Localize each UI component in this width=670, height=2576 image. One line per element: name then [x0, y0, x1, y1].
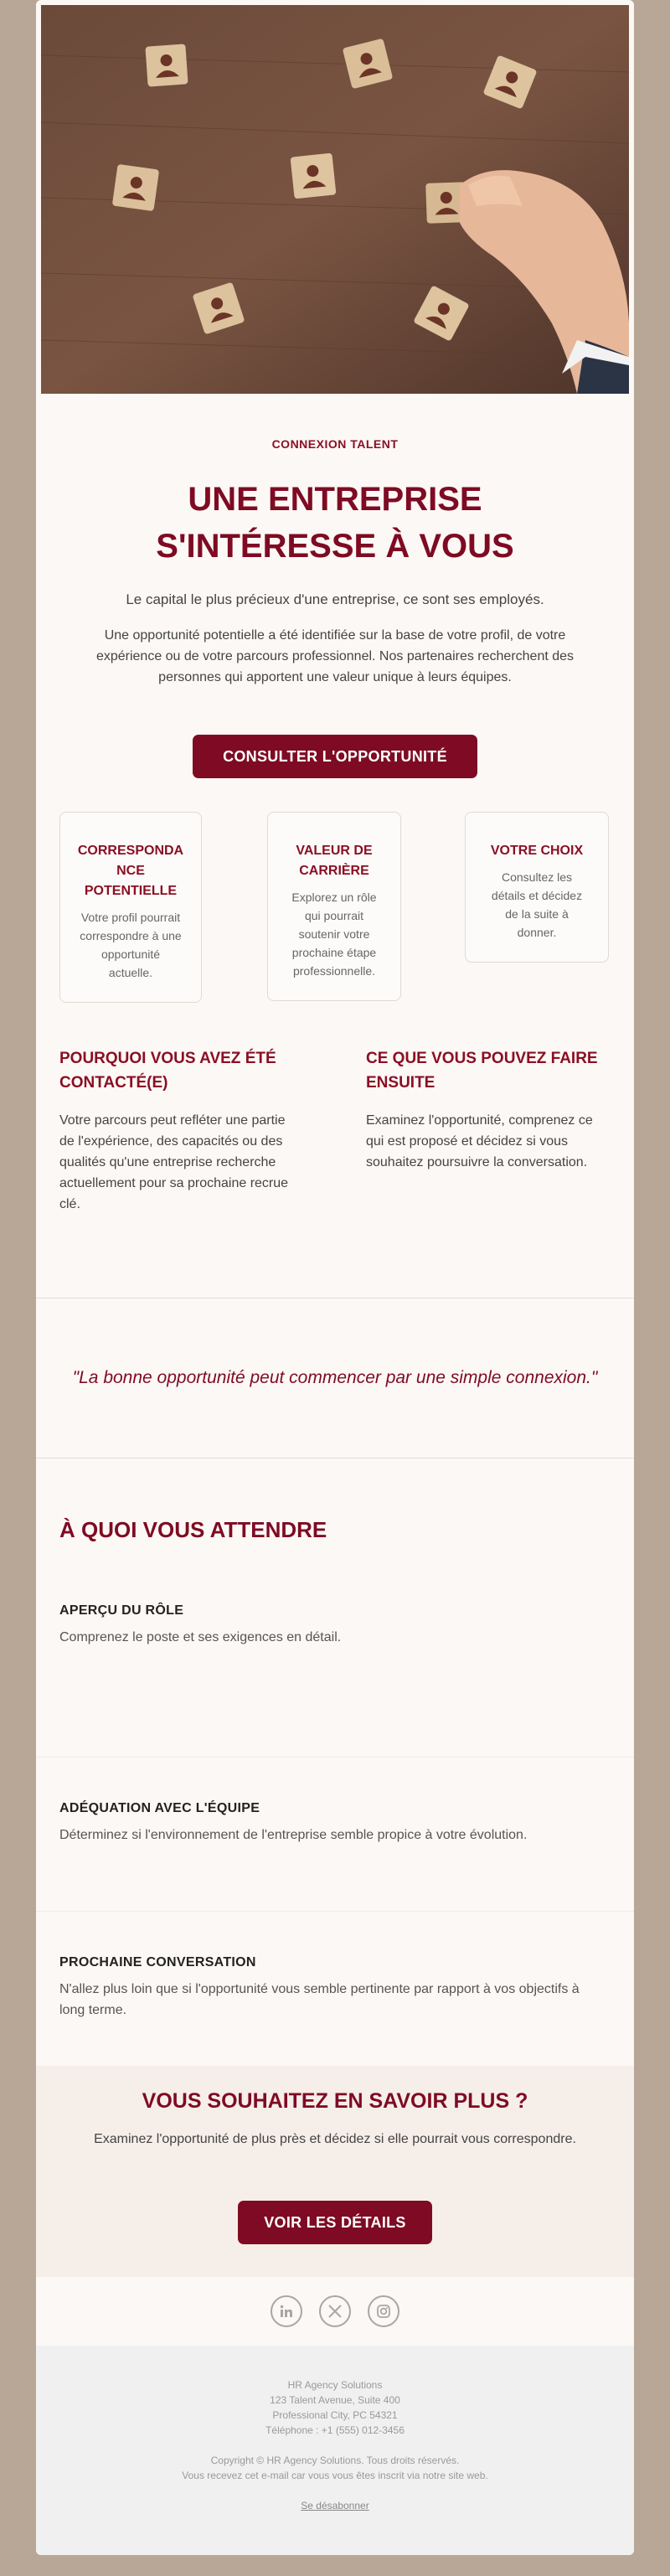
list-item [36, 1758, 634, 1912]
view-opportunity-button[interactable]: CONSULTER L'OPPORTUNITÉ [193, 735, 477, 778]
footer [36, 2346, 634, 2555]
column-text [59, 1110, 311, 1215]
card-text-line: prochaine étape [291, 946, 377, 959]
quote-text: "La bonne opportunité peut commencer par une simple connexion." [72, 1368, 598, 1387]
column-text-line: Examinez l'opportunité, comprenez ce [366, 1113, 593, 1128]
column-title [366, 1046, 611, 1095]
footer-phone: Téléphone : +1 (555) 012-3456 [265, 2424, 405, 2436]
item-title: APERÇU DU RÔLE [59, 1603, 184, 1618]
intro-text: Une opportunité potentielle a été identifiée sur la base de votre profil, de votre expérience ou de votre parcours professionnel. Nos partenaires recherchent des personnes qui apportent une valeur unique à leurs équipes. [95, 628, 575, 684]
card-title-line: VALEUR DE [296, 844, 373, 858]
item-text: Comprenez le poste et ses exigences en détail. [59, 1630, 342, 1644]
column-text-line: qui est proposé et décidez si vous [366, 1134, 569, 1149]
card-text-line: actuelle. [108, 966, 153, 979]
column-text [366, 1110, 611, 1173]
two-column-section [36, 1046, 634, 1298]
expect-list [36, 1603, 634, 2066]
card-text [278, 888, 390, 980]
item-text-line: N'allez plus loin que si l'opportunité vous semble pertinente par rapport à vos objectifs à [59, 1982, 580, 1996]
unsubscribe-link[interactable]: Se désabonner [301, 2500, 369, 2511]
item-title: ADÉQUATION AVEC L'ÉQUIPE [59, 1801, 260, 1815]
card-title-line: CARRIÈRE [299, 864, 369, 878]
card-text-line: de la suite à [505, 907, 569, 921]
footer-copyright: Copyright © HR Agency Solutions. Tous droits réservés. [210, 2455, 460, 2466]
item-text [59, 1979, 611, 2021]
eyebrow-label: CONNEXION TALENT [271, 437, 399, 451]
hero-photo [41, 5, 629, 394]
x-icon[interactable] [319, 2295, 351, 2327]
instagram-icon[interactable] [368, 2295, 399, 2327]
card-text-line: opportunité [100, 947, 161, 961]
list-item [36, 1912, 634, 2066]
card-text [70, 908, 191, 982]
card-text-line: correspondre à une [80, 929, 182, 942]
card-text-line: Votre profil pourrait [80, 911, 181, 924]
list-item [36, 1603, 634, 1758]
column-text-line: actuellement pour sa prochaine recrue [59, 1176, 289, 1190]
card-text-line: professionnelle. [292, 964, 376, 978]
footer-company: HR Agency Solutions [287, 2379, 383, 2391]
card-your-choice [465, 812, 609, 963]
column-text-line: Votre parcours peut refléter une partie [59, 1113, 286, 1128]
card-text [476, 868, 598, 942]
column-title-line: CONTACTÉ(E) [59, 1074, 168, 1092]
cta-text: Examinez l'opportunité de plus près et décidez si elle pourrait vous correspondre. [94, 2132, 576, 2146]
item-text: Déterminez si l'environnement de l'entreprise semble propice à votre évolution. [59, 1828, 528, 1842]
column-title-line: CE QUE VOUS POUVEZ FAIRE [366, 1050, 598, 1067]
card-career-value [267, 812, 401, 1001]
card-title: VOTRE CHOIX [490, 844, 584, 858]
item-title: PROCHAINE CONVERSATION [59, 1955, 256, 1969]
column-text-line: de l'expérience, des capacités ou des [59, 1134, 283, 1149]
card-potential-match [59, 812, 202, 1003]
quote-section [36, 1298, 634, 1458]
social-links [36, 2277, 634, 2346]
expect-title: À QUOI VOUS ATTENDRE [59, 1517, 327, 1542]
headline: UNE ENTREPRISE S'INTÉRESSE À VOUS [156, 481, 514, 565]
footer-reason: Vous recevez cet e-mail car vous vous êtes inscrit via notre site web. [182, 2470, 488, 2481]
card-text-line: Consultez les [501, 870, 573, 884]
column-title-line: ENSUITE [366, 1074, 436, 1092]
card-title [70, 841, 191, 901]
card-text-line: qui pourrait [304, 909, 364, 922]
card-title-line: CORRESPONDA [77, 844, 184, 858]
card-title-line: NCE [116, 864, 145, 878]
cta-band [36, 2066, 634, 2277]
hero-image [36, 0, 634, 394]
card-text-line: soutenir votre [298, 927, 370, 941]
column-text-line: qualités qu'une entreprise recherche [59, 1155, 276, 1169]
cta-title: VOUS SOUHAITEZ EN SAVOIR PLUS ? [142, 2089, 528, 2113]
column-title-line: POURQUOI VOUS AVEZ ÉTÉ [59, 1050, 276, 1067]
linkedin-icon[interactable] [271, 2295, 302, 2327]
column-text-line: souhaitez poursuivre la conversation. [366, 1155, 588, 1169]
why-contacted-column [59, 1046, 311, 1215]
email-container [36, 0, 634, 2555]
card-title-line: POTENTIELLE [84, 884, 178, 898]
card-text-line: détails et décidez [491, 889, 583, 902]
next-steps-column [366, 1046, 611, 1173]
column-text-line: clé. [59, 1197, 80, 1211]
lead-text: Le capital le plus précieux d'une entreprise, ce sont ses employés. [126, 591, 544, 607]
card-text-line: Explorez un rôle [291, 891, 377, 904]
feature-cards [36, 812, 634, 1013]
view-details-button[interactable]: VOIR LES DÉTAILS [238, 2201, 432, 2244]
column-title [59, 1046, 311, 1095]
item-text-line: long terme. [59, 2003, 127, 2017]
card-text-line: donner. [517, 926, 557, 939]
footer-address-line: 123 Talent Avenue, Suite 400 [270, 2394, 400, 2406]
card-title [278, 841, 390, 881]
footer-address-line: Professional City, PC 54321 [272, 2409, 398, 2421]
